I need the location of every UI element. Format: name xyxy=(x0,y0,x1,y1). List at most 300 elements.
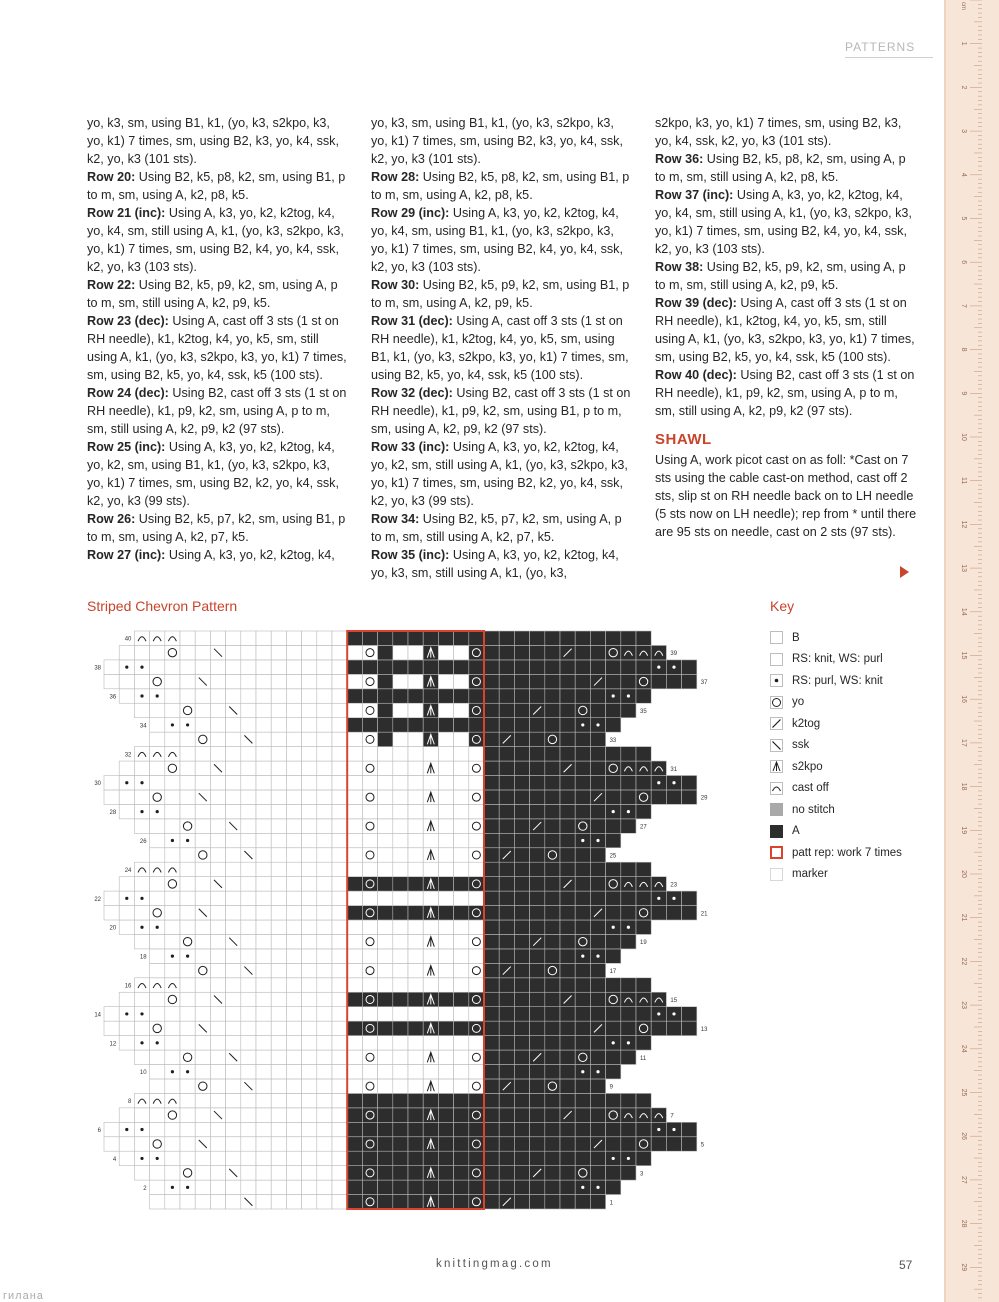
chart-cell xyxy=(575,1195,590,1209)
chart-cell xyxy=(606,1122,621,1136)
chart-cell xyxy=(150,1079,165,1093)
chart-cell xyxy=(241,1036,256,1050)
chart-cell xyxy=(104,1122,119,1136)
chart-cell xyxy=(241,674,256,688)
row-number: 11 xyxy=(640,1055,647,1062)
chart-cell xyxy=(530,732,545,746)
chart-cell xyxy=(438,1021,453,1035)
chart-cell xyxy=(651,877,666,891)
chart-cell xyxy=(256,992,271,1006)
key-label: k2tog xyxy=(792,717,821,730)
chart-cell xyxy=(241,819,256,833)
chart-cell xyxy=(332,645,347,659)
key-label: ssk xyxy=(792,739,810,752)
chart-cell xyxy=(545,761,560,775)
chart-cell xyxy=(499,703,514,717)
chart-cell xyxy=(195,645,210,659)
chart-cell xyxy=(454,689,469,703)
chart-cell xyxy=(438,776,453,790)
castoff-icon xyxy=(770,782,783,795)
chart-cell xyxy=(454,1180,469,1194)
chart-cell xyxy=(150,674,165,688)
ruler-label: 15 xyxy=(960,651,967,660)
chart-cell xyxy=(438,674,453,688)
chart-cell xyxy=(560,1050,575,1064)
chart-cell xyxy=(590,1166,605,1180)
chart-cell xyxy=(438,862,453,876)
chart-cell xyxy=(484,1079,499,1093)
chart-cell xyxy=(469,1137,484,1151)
chart-cell xyxy=(408,1137,423,1151)
chart-cell xyxy=(636,660,651,674)
chart-cell xyxy=(393,877,408,891)
chart-cell xyxy=(210,1151,225,1165)
chart-cell xyxy=(514,1122,529,1136)
row-instructions: Using B2, k5, p7, k2, sm, using A, p to m, sm, still using A, k2, p7, k5. xyxy=(371,512,622,544)
chart-cell xyxy=(499,645,514,659)
chart-cell xyxy=(347,819,362,833)
chart-cell xyxy=(514,1151,529,1165)
chart-cell xyxy=(560,862,575,876)
pattern-row-text xyxy=(87,168,349,204)
chart-cell xyxy=(119,920,134,934)
chart-cell xyxy=(302,1065,317,1079)
chart-cell xyxy=(180,660,195,674)
chart-cell xyxy=(682,660,697,674)
chart-cell xyxy=(484,1021,499,1035)
purl-dot xyxy=(186,1070,189,1073)
chart-cell xyxy=(530,1093,545,1107)
chart-cell xyxy=(651,761,666,775)
chart-cell xyxy=(241,1093,256,1107)
chart-cell xyxy=(530,689,545,703)
chart-cell xyxy=(180,631,195,645)
chart-cell xyxy=(195,1166,210,1180)
chart-cell xyxy=(226,761,241,775)
chart-cell xyxy=(302,1180,317,1194)
chart-cell xyxy=(651,645,666,659)
purl-dot xyxy=(125,781,128,784)
chart-cell xyxy=(469,978,484,992)
chart-cell xyxy=(484,804,499,818)
chart-cell xyxy=(317,862,332,876)
chart-cell xyxy=(362,862,377,876)
chart-cell xyxy=(241,934,256,948)
chart-cell xyxy=(195,848,210,862)
chart-cell xyxy=(484,631,499,645)
chart-cell xyxy=(606,992,621,1006)
chart-cell xyxy=(378,732,393,746)
row-number: 28 xyxy=(109,810,117,817)
chart-cell xyxy=(302,862,317,876)
chart-cell xyxy=(454,1065,469,1079)
chart-cell xyxy=(499,819,514,833)
chart-cell xyxy=(393,978,408,992)
purl-dot xyxy=(171,723,174,726)
s2kpo-icon xyxy=(770,760,783,773)
chart-cell xyxy=(210,631,225,645)
chart-cell xyxy=(636,689,651,703)
chart-cell xyxy=(545,1166,560,1180)
chart-cell xyxy=(636,920,651,934)
chart-cell xyxy=(362,645,377,659)
purl-dot xyxy=(125,897,128,900)
chart-cell xyxy=(590,1050,605,1064)
chart-cell xyxy=(119,877,134,891)
chart-cell xyxy=(575,732,590,746)
chart-cell xyxy=(438,1151,453,1165)
chart-cell xyxy=(499,934,514,948)
purl-dot xyxy=(581,839,584,842)
chart-cell xyxy=(454,1007,469,1021)
chart-cell xyxy=(378,1180,393,1194)
chart-cell xyxy=(286,1007,301,1021)
chart-cell xyxy=(514,1108,529,1122)
chart-cell xyxy=(560,1065,575,1079)
chart-cell xyxy=(195,949,210,963)
chart-cell xyxy=(362,934,377,948)
chart-cell xyxy=(484,934,499,948)
row-heading: Row 38: xyxy=(655,260,704,274)
chart-cell xyxy=(590,660,605,674)
chart-cell xyxy=(438,934,453,948)
chart-cell xyxy=(180,1137,195,1151)
chart-cell xyxy=(378,631,393,645)
row-number: 5 xyxy=(700,1142,705,1149)
chart-cell xyxy=(226,891,241,905)
row-number: 40 xyxy=(124,636,132,643)
chart-cell xyxy=(210,689,225,703)
chart-cell xyxy=(195,804,210,818)
purl-dot xyxy=(612,926,615,929)
chart-cell xyxy=(378,1050,393,1064)
chart-cell xyxy=(362,747,377,761)
chart-cell xyxy=(438,761,453,775)
chart-cell xyxy=(241,891,256,905)
chart-cell xyxy=(180,732,195,746)
chart-cell xyxy=(378,862,393,876)
chart-cell xyxy=(454,718,469,732)
chart-cell xyxy=(347,1093,362,1107)
row-number: 36 xyxy=(109,694,117,701)
chart-cell xyxy=(286,1050,301,1064)
key-item-purl xyxy=(770,670,902,692)
chart-cell xyxy=(469,790,484,804)
row-heading: Row 21 (inc): xyxy=(87,206,166,220)
chart-cell xyxy=(271,819,286,833)
chart-cell xyxy=(317,1079,332,1093)
chart-cell xyxy=(590,819,605,833)
chart-cell xyxy=(499,906,514,920)
row-instructions: Using A, k3, yo, k2, k2tog, k4, yo, k4, sm, using B1, k1, (yo, k3, s2kpo, k3, yo, k1) 7 times, sm, using B2, k4, yo, k4, ssk, k2, yo, k3 (103 sts). xyxy=(371,206,623,274)
chart-cell xyxy=(469,1007,484,1021)
chart-cell xyxy=(195,862,210,876)
chart-cell xyxy=(165,819,180,833)
chart-cell xyxy=(560,848,575,862)
chart-cell xyxy=(438,747,453,761)
chart-cell xyxy=(499,747,514,761)
chart-cell xyxy=(165,848,180,862)
chart-cell xyxy=(210,1180,225,1194)
chart-cell xyxy=(393,1093,408,1107)
chart-cell xyxy=(423,1093,438,1107)
chart-cell xyxy=(666,1021,681,1035)
chart-cell xyxy=(150,1108,165,1122)
chart-cell xyxy=(150,1122,165,1136)
chart-cell xyxy=(606,674,621,688)
chart-cell xyxy=(651,1137,666,1151)
chart-cell xyxy=(210,906,225,920)
row-number: 18 xyxy=(139,954,147,961)
chart-cell xyxy=(408,891,423,905)
chart-cell xyxy=(499,761,514,775)
chart-cell xyxy=(195,992,210,1006)
purl-dot xyxy=(140,1041,143,1044)
chart-cell xyxy=(317,1093,332,1107)
chart-cell xyxy=(271,906,286,920)
chart-cell xyxy=(271,992,286,1006)
chart-cell xyxy=(636,1137,651,1151)
chart-cell xyxy=(165,1166,180,1180)
chart-cell xyxy=(560,631,575,645)
chart-cell xyxy=(150,1137,165,1151)
chart-cell xyxy=(484,1050,499,1064)
chart-cell xyxy=(438,1050,453,1064)
chart-cell xyxy=(636,790,651,804)
chart-cell xyxy=(347,703,362,717)
chart-cell xyxy=(530,848,545,862)
chart-cell xyxy=(378,703,393,717)
chart-cell xyxy=(484,906,499,920)
chart-cell xyxy=(438,1195,453,1209)
chart-cell xyxy=(347,1195,362,1209)
chart-cell xyxy=(514,1036,529,1050)
chart-cell xyxy=(575,790,590,804)
chart-cell xyxy=(378,992,393,1006)
chart-cell xyxy=(150,747,165,761)
chart-cell xyxy=(606,1093,621,1107)
chart-cell xyxy=(514,1050,529,1064)
chart-cell xyxy=(484,1122,499,1136)
chart-cell xyxy=(150,992,165,1006)
chart-cell xyxy=(590,689,605,703)
chart-cell xyxy=(560,1079,575,1093)
ruler-label: 18 xyxy=(960,782,967,791)
chart-cell xyxy=(180,645,195,659)
row-number: 13 xyxy=(700,1026,708,1033)
chart-title: Striped Chevron Pattern xyxy=(87,598,238,614)
chart-cell xyxy=(210,790,225,804)
chart-cell xyxy=(621,776,636,790)
marker-icon xyxy=(770,868,783,881)
row-number: 16 xyxy=(124,983,132,990)
row-instructions: yo, k3, sm, using B1, k1, (yo, k3, s2kpo, k3, yo, k1) 7 times, sm, using B2, k3, yo, k4, ssk, k2, yo, k3 (101 sts). xyxy=(87,116,339,166)
chart-cell xyxy=(560,906,575,920)
chart-cell xyxy=(119,674,134,688)
chart-cell xyxy=(454,848,469,862)
chart-key xyxy=(770,627,902,885)
chart-cell xyxy=(347,732,362,746)
chart-cell xyxy=(514,848,529,862)
chart-cell xyxy=(438,833,453,847)
chart-cell xyxy=(484,848,499,862)
chart-cell xyxy=(210,920,225,934)
chart-cell xyxy=(408,1195,423,1209)
key-item-k2tog xyxy=(770,713,902,735)
chart-cell xyxy=(286,1137,301,1151)
A-icon xyxy=(770,825,783,838)
chart-cell xyxy=(499,1166,514,1180)
chart-cell xyxy=(226,689,241,703)
chart-cell xyxy=(484,833,499,847)
chart-cell xyxy=(545,689,560,703)
chart-cell xyxy=(682,776,697,790)
chart-cell xyxy=(286,674,301,688)
chart-cell xyxy=(165,877,180,891)
chart-cell xyxy=(347,992,362,1006)
chart-cell xyxy=(256,804,271,818)
chart-cell xyxy=(286,934,301,948)
chart-cell xyxy=(575,906,590,920)
purl-dot xyxy=(581,723,584,726)
chart-cell xyxy=(195,703,210,717)
chart-cell xyxy=(302,747,317,761)
chart-cell xyxy=(484,1151,499,1165)
chart-cell xyxy=(210,949,225,963)
chart-cell xyxy=(560,949,575,963)
chart-cell xyxy=(590,963,605,977)
chart-cell xyxy=(530,747,545,761)
chart-cell xyxy=(271,963,286,977)
chart-cell xyxy=(256,1166,271,1180)
chart-cell xyxy=(499,1093,514,1107)
ruler-label: 4 xyxy=(960,172,967,177)
chart-cell xyxy=(134,1166,149,1180)
chart-cell xyxy=(226,1195,241,1209)
chart-cell xyxy=(438,819,453,833)
chart-cell xyxy=(454,1166,469,1180)
chart-cell xyxy=(119,906,134,920)
row-number: 2 xyxy=(143,1185,147,1192)
chart-cell xyxy=(256,1122,271,1136)
row-heading: Row 23 (dec): xyxy=(87,314,169,328)
ruler-label: 6 xyxy=(960,260,967,265)
chart-cell xyxy=(514,920,529,934)
chart-cell xyxy=(575,674,590,688)
chart-cell xyxy=(438,992,453,1006)
chart-cell xyxy=(378,645,393,659)
chart-cell xyxy=(545,645,560,659)
chart-cell xyxy=(286,776,301,790)
chart-cell xyxy=(332,862,347,876)
chart-cell xyxy=(165,906,180,920)
chart-cell xyxy=(241,776,256,790)
chart-cell xyxy=(165,1137,180,1151)
chart-cell xyxy=(317,1065,332,1079)
chart-cell xyxy=(134,1093,149,1107)
chart-cell xyxy=(226,877,241,891)
chart-cell xyxy=(271,747,286,761)
chart-cell xyxy=(682,790,697,804)
chart-cell xyxy=(119,689,134,703)
row-number: 30 xyxy=(94,781,101,788)
chart-cell xyxy=(195,747,210,761)
chart-cell xyxy=(484,1108,499,1122)
chart-cell xyxy=(545,848,560,862)
chart-cell xyxy=(226,862,241,876)
chart-cell xyxy=(530,1137,545,1151)
chart-cell xyxy=(484,703,499,717)
chart-cell xyxy=(530,761,545,775)
key-item-s2kpo xyxy=(770,756,902,778)
chart-cell xyxy=(636,776,651,790)
chart-cell xyxy=(438,1065,453,1079)
chart-cell xyxy=(226,747,241,761)
chart-cell xyxy=(590,732,605,746)
chart-cell xyxy=(180,848,195,862)
chart-cell xyxy=(347,645,362,659)
chart-cell xyxy=(499,920,514,934)
chart-cell xyxy=(226,804,241,818)
row-number: 20 xyxy=(109,925,117,932)
chart-cell xyxy=(590,891,605,905)
chart-cell xyxy=(454,1108,469,1122)
pattern-row-text xyxy=(87,384,349,438)
chart-cell xyxy=(256,1108,271,1122)
chart-cell xyxy=(454,891,469,905)
chart-cell xyxy=(241,1007,256,1021)
chart-cell xyxy=(271,703,286,717)
ruler-label: 5 xyxy=(960,216,967,221)
row-heading: Row 35 (inc): xyxy=(371,548,450,562)
chart-cell xyxy=(317,963,332,977)
chart-cell xyxy=(286,848,301,862)
chart-cell xyxy=(347,1180,362,1194)
chart-cell xyxy=(286,1079,301,1093)
chart-cell xyxy=(545,1108,560,1122)
chart-cell xyxy=(408,1093,423,1107)
chart-cell xyxy=(362,963,377,977)
chart-cell xyxy=(256,920,271,934)
chart-cell xyxy=(241,920,256,934)
chart-cell xyxy=(560,1021,575,1035)
chart-cell xyxy=(469,631,484,645)
chart-cell xyxy=(256,862,271,876)
chart-cell xyxy=(362,891,377,905)
chart-cell xyxy=(347,1151,362,1165)
chart-cell xyxy=(362,631,377,645)
chart-cell xyxy=(241,1166,256,1180)
row-instructions: Using B2, k5, p9, k2, sm, using A, p to m, sm, still using A, k2, p9, k5. xyxy=(87,278,338,310)
chart-cell xyxy=(362,1021,377,1035)
chart-cell xyxy=(545,1036,560,1050)
chart-cell xyxy=(408,1151,423,1165)
chart-cell xyxy=(362,1137,377,1151)
chart-cell xyxy=(286,1093,301,1107)
chart-cell xyxy=(408,934,423,948)
row-heading: Row 33 (inc): xyxy=(371,440,450,454)
purl-dot xyxy=(672,1128,675,1131)
chart-cell xyxy=(134,862,149,876)
chart-cell xyxy=(241,1050,256,1064)
row-number: 32 xyxy=(124,752,132,759)
chart-cell xyxy=(256,790,271,804)
chart-cell xyxy=(256,1137,271,1151)
chart-cell xyxy=(408,1166,423,1180)
chart-cell xyxy=(195,833,210,847)
chart-cell xyxy=(590,1122,605,1136)
chart-cell xyxy=(514,1021,529,1035)
